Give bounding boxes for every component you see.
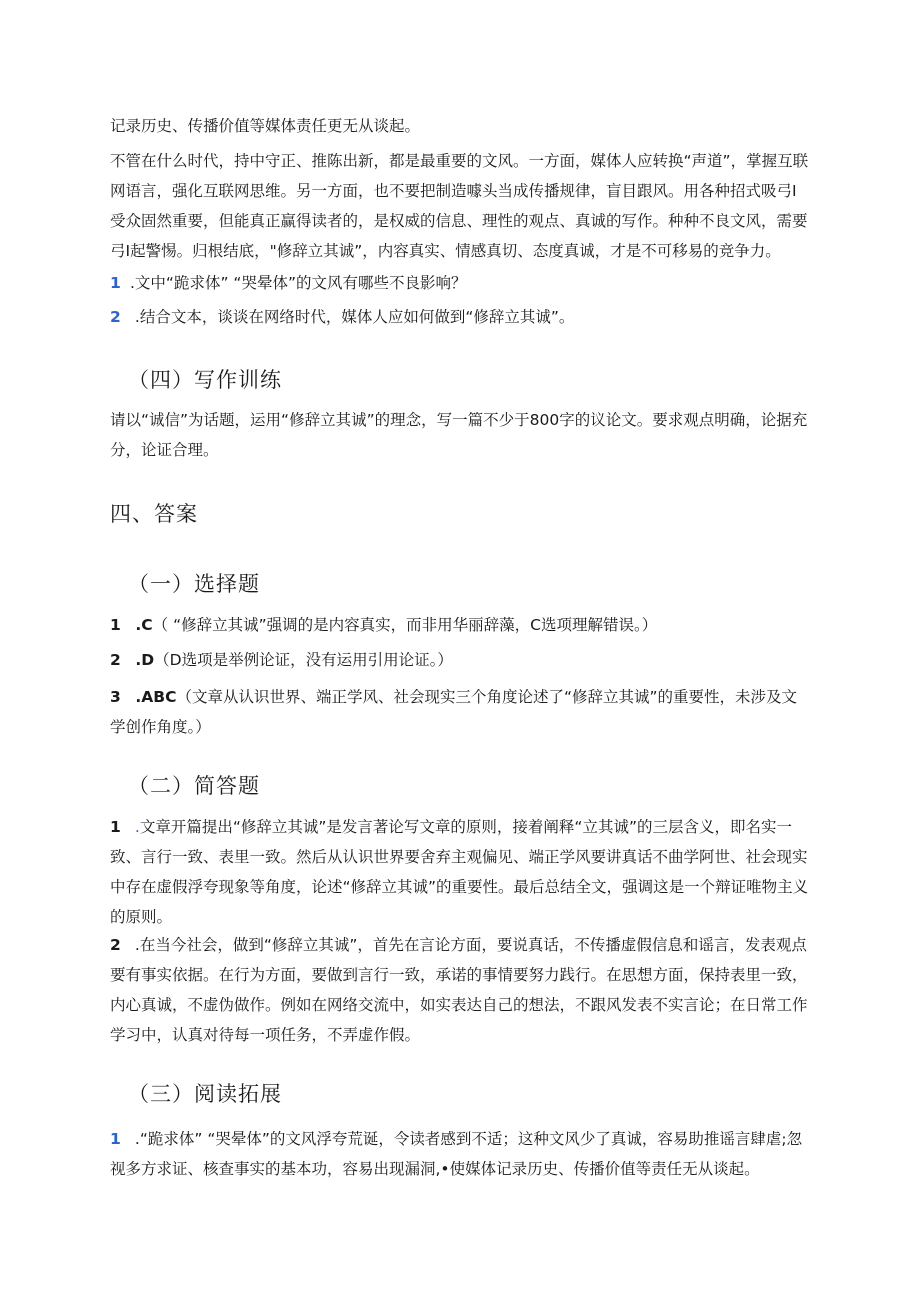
reading-answer-1 [110,1124,810,1184]
question-2 [110,302,810,332]
choice-answer-3 [110,682,810,742]
question-text: .文中“跪求体” “哭晕体”的文风有哪些不良影响？ [130,274,467,292]
question-1 [110,268,810,298]
intro-paragraph: 不管在什么时代，持中守正、推陈出新，都是最重要的文风。一方面，媒体人应转换“声道”，掌握互联网语言，强化互联网思维。另一方面，也不要把制造噱头当成传播规律，盲目跟风。用各种招式吸弓I受众固然重要，但能真正赢得读者的，是权威的信息、理性的观点、真诚的写作。种种不良文风，需要弓I起警惕。归根结底，"修辞立其诚”，内容真实、情感真切、态度真诚，才是不可移易的竞争力。 [110,152,809,260]
short-answer-2 [110,930,810,1050]
answer-key: .C [130,616,153,634]
answer-text: “跪求体” “哭晕体”的文风浮夸荒诞，令读者感到不适；这种文风少了真诚，容易助推谣言肆虐;忽视多方求证、核查事实的基本功，容易出现漏洞,•使媒体记录历史、传播价值等责任无从谈起。 [110,1130,803,1178]
answer-number: 1 [110,616,121,634]
answer-number: 1 [110,818,121,836]
answer-explanation: （文章从认识世界、端正学风、社会现实三个角度论述了“修辞立其诚”的重要性，未涉及文学创作角度。） [110,688,798,736]
question-text: .结合文本，谈谈在网络时代，媒体人应如何做到“修辞立其诚”。 [130,308,575,326]
answer-number: 3 [110,688,121,706]
writing-prompt: 请以“诚信”为话题，运用“修辞立其诚”的理念，写一篇不少于800字的议论文。要求观点明确，论据充分，论证合理。 [110,411,808,459]
reading-heading: （三）阅读拓展 [128,1082,282,1106]
choice-answer-2 [110,645,810,675]
answer-prefix: . [130,936,140,954]
short-answer-heading: （二）简答题 [128,774,260,798]
choice-heading: （一）选择题 [128,572,260,596]
answer-explanation: （ “修辞立其诚”强调的是内容真实，而非用华丽辞藻，C选项理解错误。） [152,616,658,634]
answer-key: .ABC [130,688,177,706]
answers-heading: 四、答案 [110,502,198,526]
answer-key: .D [130,651,155,669]
answer-number: 2 [110,936,121,954]
question-number: 2 [110,308,121,326]
question-number: 1 [110,274,121,292]
answer-text: 在当今社会，做到“修辞立其诚”，首先在言论方面，要说真话，不传播虚假信息和谣言，发表观点要有事实依据。在行为方面，要做到言行一致，承诺的事情要努力践行。在思想方面，保持表里一致，内心真诚，不虚伪做作。例如在网络交流中，如实表达自己的想法，不跟风发表不实言论；在日常工作学习中，认真对待每一项任务，不弄虚作假。 [110,936,808,1044]
answer-prefix: . [130,818,140,836]
answer-number: 2 [110,651,121,669]
choice-answer-1 [110,610,810,640]
answer-text: 文章开篇提出“修辞立其诚”是发言著论写文章的原则，接着阐释“立其诚”的三层含义，即名实一致、言行一致、表里一致。然后从认识世界要舍弃主观偏见、端正学风要讲真话不曲学阿世、社会现实中存在虚假浮夸现象等角度，论述“修辞立其诚”的重要性。最后总结全文，强调这是一个辩证唯物主义的原则。 [110,818,809,926]
answer-explanation: （D选项是举例论证，没有运用引用论证。） [154,651,453,669]
intro-line: 记录历史、传播价值等媒体责任更无从谈起。 [110,117,421,135]
writing-heading: （四）写作训练 [128,368,282,392]
short-answer-1 [110,812,810,932]
answer-number: 1 [110,1130,121,1148]
answer-prefix: . [130,1130,140,1148]
